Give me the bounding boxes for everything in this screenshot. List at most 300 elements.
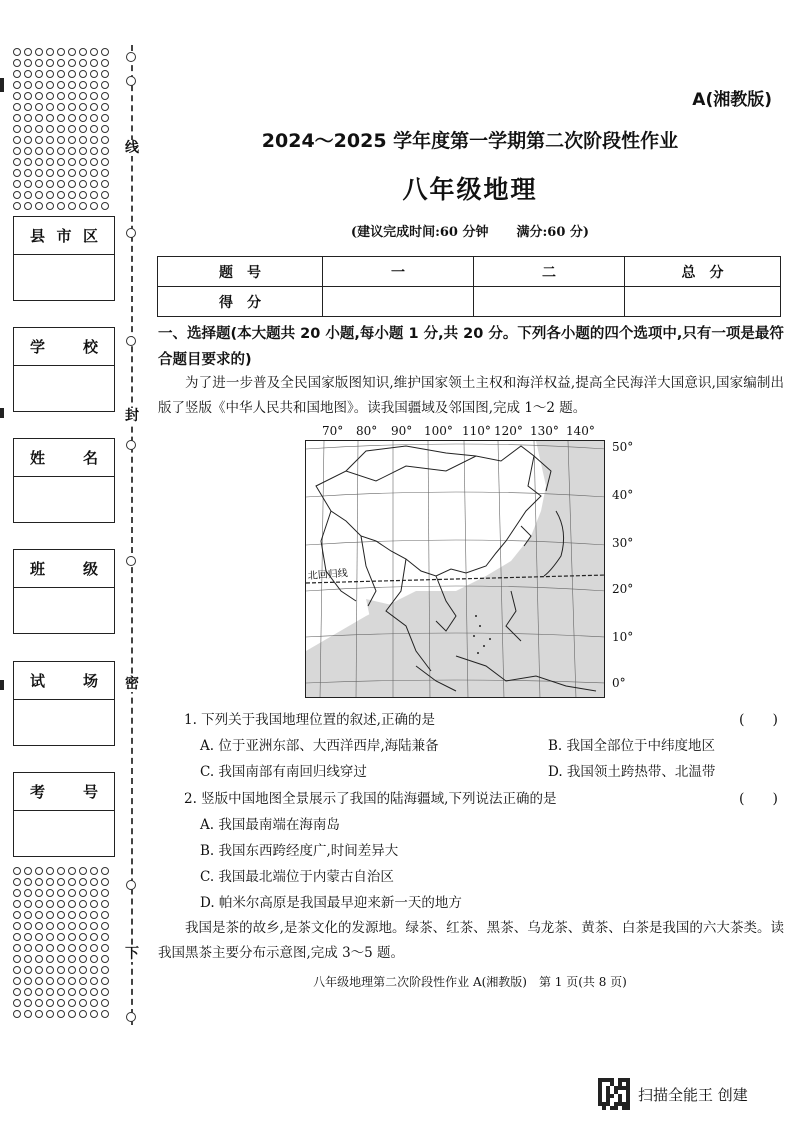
binding-dot (24, 70, 32, 78)
reading-intro-2 (158, 916, 784, 966)
binding-dot (24, 933, 32, 941)
binding-dot (79, 988, 87, 996)
binding-dot (101, 191, 109, 199)
edge-mark (0, 408, 4, 418)
binding-dot (79, 114, 87, 122)
binding-dot (101, 158, 109, 166)
field-label: 班 (30, 560, 46, 578)
binding-dot (79, 147, 87, 155)
binding-dot (90, 136, 98, 144)
binding-dots-top (12, 47, 114, 211)
binding-dot (68, 180, 76, 188)
intro-text: 我国是茶的故乡,是茶文化的发源地。绿茶、红茶、黑茶、乌龙茶、黄茶、白茶是我国的六大茶类。读我国黑茶主要分布示意图,完成 3～5 题。 (158, 920, 784, 961)
binding-dot (101, 878, 109, 886)
binding-cut-line (131, 45, 133, 1025)
binding-dot (57, 114, 65, 122)
binding-dot (35, 977, 43, 985)
binding-dot (13, 103, 21, 111)
binding-dot (101, 59, 109, 67)
binding-dot (35, 933, 43, 941)
binding-dot (57, 999, 65, 1007)
binding-dot (35, 136, 43, 144)
binding-dot (46, 933, 54, 941)
binding-dot (79, 889, 87, 897)
binding-dot (35, 158, 43, 166)
binding-dot (68, 92, 76, 100)
binding-dot (79, 977, 87, 985)
binding-dot (46, 944, 54, 952)
binding-dot (35, 911, 43, 919)
binding-dot (46, 158, 54, 166)
watermark-text: 扫描全能王 创建 (638, 1085, 748, 1104)
binding-dot (24, 1010, 32, 1018)
binding-dot (13, 180, 21, 188)
answer-paren[interactable]: ( ) (739, 791, 778, 807)
binding-dot (35, 59, 43, 67)
binding-dot (68, 48, 76, 56)
binding-dot (35, 191, 43, 199)
binding-dot (90, 70, 98, 78)
score-cell: 题 号 (158, 257, 323, 287)
binding-mark (126, 336, 136, 346)
binding-dot (57, 922, 65, 930)
binding-mark (126, 228, 136, 238)
binding-dot (57, 878, 65, 886)
score-cell: 一 (323, 257, 474, 287)
binding-dot (46, 922, 54, 930)
binding-dot (24, 900, 32, 908)
binding-dot (13, 59, 21, 67)
binding-dot (101, 180, 109, 188)
binding-dot (68, 136, 76, 144)
school-input[interactable] (14, 366, 114, 411)
binding-dot (101, 988, 109, 996)
field-label: 考 (30, 783, 46, 801)
binding-dot (35, 169, 43, 177)
binding-dot (13, 933, 21, 941)
binding-dot (90, 103, 98, 111)
question-2-option-b[interactable]: B. 我国东西跨经度广,时间差异大 (200, 843, 399, 859)
latitude-label: 10° (612, 630, 634, 644)
binding-dot (57, 955, 65, 963)
binding-dot (24, 125, 32, 133)
binding-dot (46, 180, 54, 188)
binding-dot (46, 48, 54, 56)
binding-dot (79, 966, 87, 974)
field-school (13, 327, 115, 412)
binding-dot (68, 202, 76, 210)
binding-dot (35, 202, 43, 210)
binding-dot (46, 867, 54, 875)
binding-dot (90, 889, 98, 897)
binding-dot (57, 867, 65, 875)
binding-dot (57, 180, 65, 188)
binding-dot (13, 191, 21, 199)
exam-number-input[interactable] (14, 811, 114, 856)
score-table (157, 256, 781, 317)
binding-dot (24, 59, 32, 67)
binding-dot (35, 92, 43, 100)
binding-dot (79, 955, 87, 963)
binding-dot (57, 169, 65, 177)
binding-dot (13, 988, 21, 996)
question-2-stem: 2. 竖版中国地图全景展示了我国的陆海疆域,下列说法正确的是 (184, 791, 557, 807)
latitude-label: 50° (612, 440, 634, 454)
edge-mark (0, 78, 4, 92)
binding-dot (101, 70, 109, 78)
binding-dot (90, 900, 98, 908)
binding-dot (46, 977, 54, 985)
binding-dot (46, 92, 54, 100)
name-input[interactable] (14, 477, 114, 522)
question-2-option-c[interactable]: C. 我国最北端位于内蒙古自治区 (200, 869, 394, 885)
binding-dot (101, 933, 109, 941)
binding-dot (46, 114, 54, 122)
binding-dot (101, 999, 109, 1007)
binding-dot (68, 889, 76, 897)
binding-dot (35, 867, 43, 875)
binding-dot (46, 966, 54, 974)
county-input[interactable] (14, 255, 114, 300)
binding-dot (57, 944, 65, 952)
binding-dot (90, 988, 98, 996)
binding-dot (35, 81, 43, 89)
binding-dot (13, 999, 21, 1007)
binding-dot (57, 911, 65, 919)
binding-dot (46, 988, 54, 996)
field-label: 学 (30, 338, 46, 356)
binding-dot (57, 889, 65, 897)
score-table-row (158, 287, 781, 317)
latitude-label: 40° (612, 488, 634, 502)
latitude-label: 30° (612, 536, 634, 550)
binding-dot (90, 114, 98, 122)
binding-dot (68, 70, 76, 78)
binding-dot (35, 955, 43, 963)
binding-dot (68, 933, 76, 941)
binding-dot (68, 158, 76, 166)
binding-dot (79, 48, 87, 56)
binding-dot (35, 900, 43, 908)
binding-word: 密 (125, 676, 139, 692)
field-name (13, 438, 115, 523)
longitude-label: 140° (566, 424, 595, 438)
page-footer: 八年级地理第二次阶段性作业 A(湘教版) 第 1 页(共 8 页) (313, 975, 627, 989)
question-1-option-d[interactable]: D. 我国领土跨热带、北温带 (548, 764, 716, 780)
binding-dot (68, 147, 76, 155)
binding-dot (68, 125, 76, 133)
question-1-option-c[interactable]: C. 我国南部有南回归线穿过 (200, 764, 367, 780)
binding-dot (90, 202, 98, 210)
binding-dot (68, 944, 76, 952)
binding-mark (126, 52, 136, 62)
binding-dot (68, 966, 76, 974)
edge-mark (0, 680, 4, 690)
binding-dot (90, 1010, 98, 1018)
binding-dot (57, 125, 65, 133)
binding-dot (90, 911, 98, 919)
longitude-label: 110° (462, 424, 491, 438)
binding-dot (24, 867, 32, 875)
binding-dot (24, 202, 32, 210)
binding-dot (68, 900, 76, 908)
binding-dot (101, 169, 109, 177)
binding-dot (79, 1010, 87, 1018)
binding-dot (13, 977, 21, 985)
binding-mark (126, 76, 136, 86)
binding-dot (46, 878, 54, 886)
binding-dot (68, 922, 76, 930)
china-territory-map (305, 440, 605, 698)
binding-dot (101, 966, 109, 974)
binding-dot (68, 81, 76, 89)
binding-mark (126, 880, 136, 890)
longitude-label: 70° (322, 424, 344, 438)
binding-dot (46, 81, 54, 89)
binding-dot (101, 147, 109, 155)
binding-dot (24, 955, 32, 963)
binding-dot (57, 977, 65, 985)
binding-dot (13, 114, 21, 122)
binding-dot (79, 878, 87, 886)
question-1-stem: 1. 下列关于我国地理位置的叙述,正确的是 (184, 712, 435, 728)
binding-dot (90, 158, 98, 166)
score-table-header-row (158, 257, 781, 287)
binding-dot (46, 103, 54, 111)
binding-dot (24, 158, 32, 166)
binding-dot (90, 81, 98, 89)
binding-dot (13, 955, 21, 963)
binding-dot (46, 191, 54, 199)
binding-dot (24, 180, 32, 188)
time-limit: (建议完成时间:60 分钟 (350, 225, 489, 240)
binding-dot (68, 169, 76, 177)
binding-dot (68, 955, 76, 963)
exam-room-input[interactable] (14, 700, 114, 745)
binding-dot (46, 59, 54, 67)
field-label: 市 (56, 227, 72, 245)
longitude-label: 100° (424, 424, 453, 438)
binding-dot (79, 169, 87, 177)
binding-dot (46, 136, 54, 144)
binding-dot (57, 966, 65, 974)
field-county (13, 216, 115, 301)
binding-dot (13, 70, 21, 78)
binding-dot (13, 878, 21, 886)
map-drawing (306, 441, 605, 698)
field-label: 区 (82, 227, 98, 245)
binding-dot (68, 191, 76, 199)
question-2-option-d[interactable]: D. 帕米尔高原是我国最早迎来新一天的地方 (200, 895, 462, 911)
binding-dot (79, 180, 87, 188)
binding-dot (79, 81, 87, 89)
binding-dot (79, 867, 87, 875)
binding-dot (24, 911, 32, 919)
binding-dot (57, 202, 65, 210)
binding-dot (68, 999, 76, 1007)
binding-dot (79, 999, 87, 1007)
binding-dot (79, 70, 87, 78)
section-heading: 一、选择题(本大题共 20 小题,每小题 1 分,共 20 分。下列各小题的四个选项中,只有一项是最符合题目要求的) (158, 326, 784, 368)
field-label: 县 (30, 227, 46, 245)
binding-dot (24, 114, 32, 122)
binding-dot (90, 125, 98, 133)
binding-dot (35, 966, 43, 974)
binding-word: 下 (125, 946, 139, 962)
binding-dot (101, 955, 109, 963)
full-score: 满分:60 分) (516, 225, 590, 240)
binding-dot (24, 147, 32, 155)
binding-dot (13, 911, 21, 919)
binding-dot (46, 911, 54, 919)
qr-code-icon (598, 1078, 630, 1110)
score-input[interactable] (474, 287, 625, 317)
binding-dot (101, 103, 109, 111)
binding-dot (13, 889, 21, 897)
binding-dot (68, 867, 76, 875)
exam-meta (150, 221, 790, 240)
latitude-label: 20° (612, 582, 634, 596)
binding-dot (13, 202, 21, 210)
latitude-label: 0° (612, 676, 626, 690)
field-exam-room (13, 661, 115, 746)
edition-label: A(湘教版) (692, 90, 772, 110)
binding-dot (90, 933, 98, 941)
binding-dot (101, 1010, 109, 1018)
binding-dot (13, 900, 21, 908)
binding-dot (90, 966, 98, 974)
binding-dot (46, 147, 54, 155)
binding-dot (46, 999, 54, 1007)
binding-dot (79, 191, 87, 199)
tropic-label: 北回归线 (307, 568, 349, 582)
binding-dot (57, 191, 65, 199)
binding-dot (79, 158, 87, 166)
binding-dot (13, 81, 21, 89)
binding-dot (13, 158, 21, 166)
binding-dot (57, 70, 65, 78)
sea-area (306, 441, 605, 698)
page-title: 2024～2025 学年度第一学期第二次阶段性作业 (261, 130, 679, 152)
binding-dot (35, 878, 43, 886)
question-1-option-a[interactable]: A. 位于亚洲东部、大西洋西岸,海陆兼备 (200, 738, 439, 754)
binding-dot (13, 867, 21, 875)
binding-dot (68, 103, 76, 111)
score-input[interactable] (323, 287, 474, 317)
reading-intro (158, 371, 784, 421)
binding-dot (101, 81, 109, 89)
answer-paren[interactable]: ( ) (739, 712, 778, 728)
binding-dot (90, 59, 98, 67)
binding-dot (90, 977, 98, 985)
binding-dot (35, 1010, 43, 1018)
binding-mark (126, 556, 136, 566)
binding-dot (90, 955, 98, 963)
binding-dot (57, 136, 65, 144)
binding-dot (24, 988, 32, 996)
binding-dot (35, 922, 43, 930)
binding-dot (46, 169, 54, 177)
binding-dot (35, 114, 43, 122)
longitude-label: 90° (391, 424, 413, 438)
score-cell: 二 (474, 257, 625, 287)
binding-dot (68, 59, 76, 67)
binding-dot (57, 1010, 65, 1018)
binding-dot (13, 169, 21, 177)
binding-dot (68, 114, 76, 122)
score-input[interactable] (625, 287, 781, 317)
binding-dot (90, 169, 98, 177)
binding-dot (90, 191, 98, 199)
binding-dot (24, 878, 32, 886)
binding-dot (90, 48, 98, 56)
binding-dot (68, 911, 76, 919)
binding-dot (68, 1010, 76, 1018)
binding-dot (90, 944, 98, 952)
question-2-option-a[interactable]: A. 我国最南端在海南岛 (200, 817, 340, 833)
binding-dot (90, 999, 98, 1007)
binding-dot (24, 48, 32, 56)
binding-dot (90, 180, 98, 188)
binding-dot (101, 922, 109, 930)
binding-dot (13, 136, 21, 144)
binding-dot (57, 988, 65, 996)
field-label: 试 (30, 672, 46, 690)
longitude-label: 130° (530, 424, 559, 438)
binding-dot (46, 955, 54, 963)
binding-dot (79, 92, 87, 100)
binding-dot (13, 966, 21, 974)
binding-dot (101, 114, 109, 122)
binding-dot (57, 92, 65, 100)
binding-dot (101, 125, 109, 133)
intro-text: 为了进一步普及全民国家版图知识,维护国家领土主权和海洋权益,提高全民海洋大国意识,国家编制出版了竖版《中华人民共和国地图》。读我国疆域及邻国图,完成 1～2 题。 (158, 375, 784, 416)
binding-dot (101, 92, 109, 100)
field-label: 号 (82, 783, 98, 801)
binding-dot (13, 922, 21, 930)
binding-dot (68, 988, 76, 996)
binding-dot (101, 889, 109, 897)
binding-dot (35, 147, 43, 155)
binding-dot (13, 92, 21, 100)
binding-dot (101, 977, 109, 985)
binding-dot (101, 202, 109, 210)
binding-dot (13, 944, 21, 952)
field-exam-number (13, 772, 115, 857)
score-cell: 总 分 (625, 257, 781, 287)
binding-dot (35, 999, 43, 1007)
binding-dot (13, 147, 21, 155)
binding-dot (57, 59, 65, 67)
binding-word: 封 (125, 408, 139, 424)
question-1-option-b[interactable]: B. 我国全部位于中纬度地区 (548, 738, 716, 754)
binding-dot (57, 900, 65, 908)
binding-dot (90, 878, 98, 886)
binding-dot (57, 147, 65, 155)
binding-dot (35, 944, 43, 952)
binding-dot (46, 889, 54, 897)
binding-dot (79, 103, 87, 111)
binding-dot (35, 125, 43, 133)
binding-dot (90, 867, 98, 875)
longitude-label: 120° (494, 424, 523, 438)
score-cell: 得 分 (158, 287, 323, 317)
class-input[interactable] (14, 588, 114, 633)
binding-dot (79, 59, 87, 67)
binding-dot (24, 169, 32, 177)
binding-dot (13, 48, 21, 56)
binding-dot (24, 889, 32, 897)
